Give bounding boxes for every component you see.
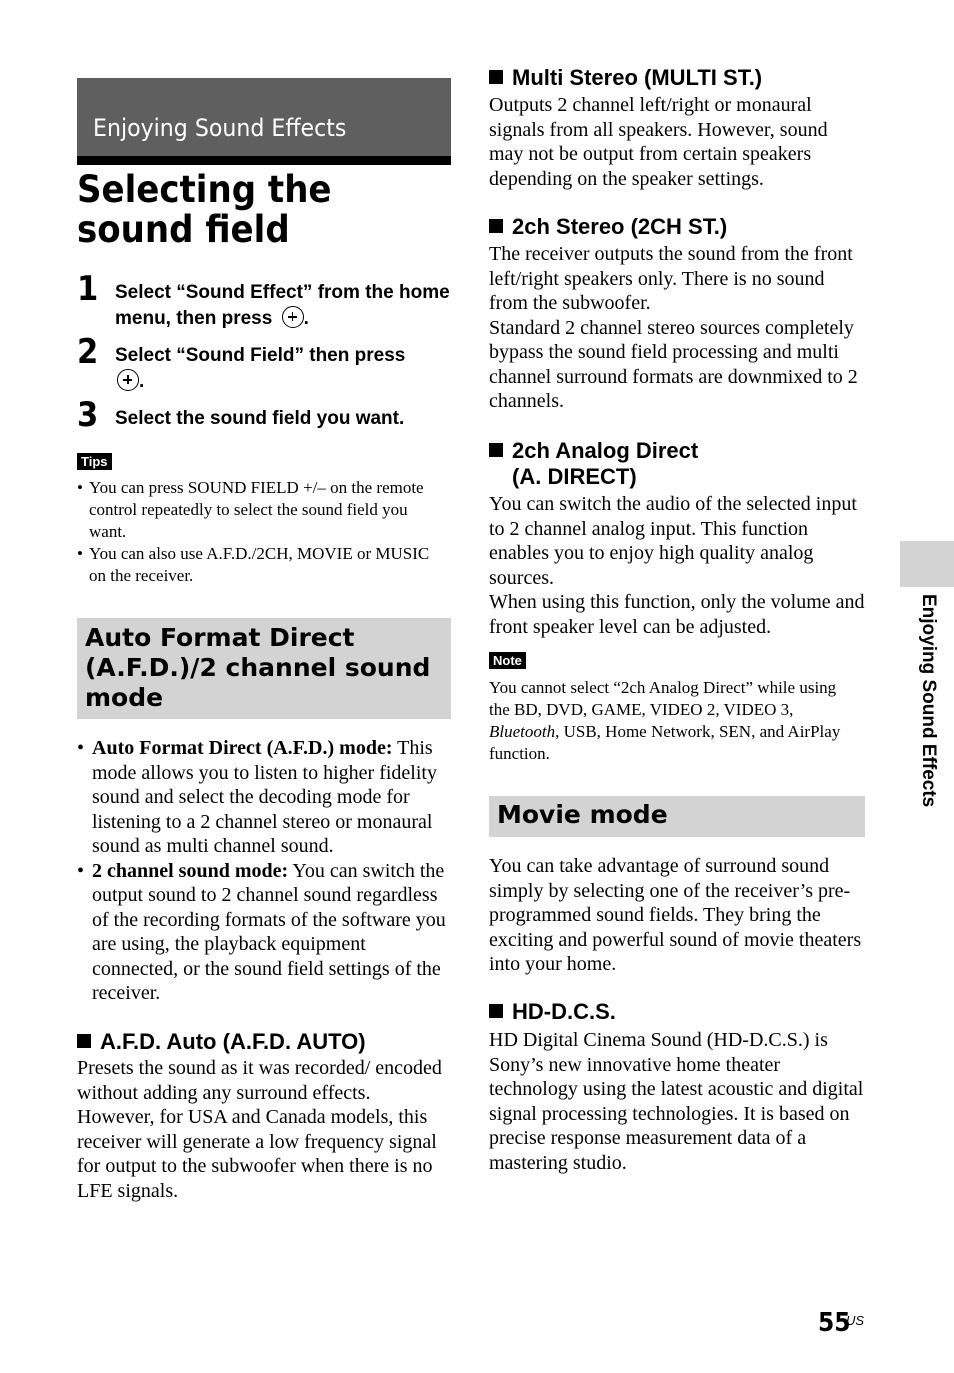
movie-mode-text: You can take advantage of surround sound simply by selecting one of the receiver’s pre-programmed sound fields. They bring the exciting and powerful sound of movie theaters into your home.	[489, 855, 862, 975]
subheading-afd-auto: A.F.D. Auto (A.F.D. AUTO)	[77, 1029, 366, 1055]
step-text: Select the sound field you want.	[115, 408, 405, 429]
tips-list	[77, 477, 447, 587]
subheading-analog-direct: 2ch Analog Direct (A. DIRECT)	[489, 438, 698, 490]
section-heading-movie-mode: Movie mode	[489, 796, 865, 837]
list-item: • You can also use A.F.D./2CH, MOVIE or MUSIC on the receiver.	[77, 543, 447, 587]
square-bullet-icon	[489, 70, 503, 84]
page-number-suffix: US	[846, 1313, 865, 1328]
page-number: 55	[818, 1308, 851, 1338]
subheading-2ch-stereo: 2ch Stereo (2CH ST.)	[489, 214, 727, 240]
chapter-rule	[77, 156, 451, 165]
step-text: Select “Sound Field” then press .	[115, 345, 406, 392]
2ch-stereo-text: The receiver outputs the sound from the front left/right speakers only. There is no sound from the subwoofer. Standard 2 channel stereo sources completely bypass the sound field processing and multi channel surround formats are downmixed to 2 channels.	[489, 243, 858, 412]
page-title: Selecting the sound field	[77, 168, 332, 251]
list-item: • You can press SOUND FIELD +/– on the remote control repeatedly to select the sound field you want.	[77, 477, 447, 543]
afd-auto-text: Presets the sound as it was recorded/ encoded without adding any surround effects. However, for USA and Canada models, this receiver will generate a low frequency signal for output to the subwoofer when there is no LFE signals.	[77, 1057, 442, 1202]
section-heading-afd: Auto Format Direct (A.F.D.)/2 channel sound mode	[77, 618, 451, 719]
chapter-band	[77, 78, 451, 156]
afd-bullets	[77, 736, 453, 1006]
step-number: 2	[77, 332, 99, 372]
subheading-hd-dcs: HD-D.C.S.	[489, 999, 616, 1025]
square-bullet-icon	[489, 443, 503, 457]
note-label: Note	[489, 652, 526, 669]
subheading-multi-stereo: Multi Stereo (MULTI ST.)	[489, 65, 762, 91]
analog-direct-text: You can switch the audio of the selected input to 2 channel analog input. This function enables you to enjoy high quality analog sources. When using this function, only the volume and front speaker level can be adjusted.	[489, 493, 865, 638]
hd-dcs-text: HD Digital Cinema Sound (HD-D.C.S.) is Sony’s new innovative home theater technology using the latest acoustic and digital signal processing technologies. It is based on precise response measurement data of a mastering studio.	[489, 1029, 864, 1174]
tips-label: Tips	[77, 453, 112, 470]
side-tab	[900, 541, 954, 587]
list-item: • Auto Format Direct (A.F.D.) mode: This mode allows you to listen to higher fidelity sound and select the decoding mode for listening to a 2 channel stereo or monaural sound as multi channel sound.	[77, 736, 453, 859]
chapter-title: Enjoying Sound Effects	[93, 114, 347, 142]
enter-button-icon	[282, 306, 304, 328]
note-text: You cannot select “2ch Analog Direct” while using the BD, DVD, GAME, VIDEO 2, VIDEO 3, Bluetooth, USB, Home Network, SEN, and AirPlay function.	[489, 678, 841, 763]
step-text: Select “Sound Effect” from the home menu, then press .	[115, 282, 450, 329]
step-number: 3	[77, 395, 99, 435]
square-bullet-icon	[489, 1004, 503, 1018]
square-bullet-icon	[489, 219, 503, 233]
list-item: • 2 channel sound mode: You can switch the output sound to 2 channel sound regardless of the recording formats of the software you are using, the playback equipment connected, or the sound field settings of the receiver.	[77, 859, 453, 1006]
square-bullet-icon	[77, 1034, 91, 1048]
side-chapter-label: Enjoying Sound Effects	[918, 594, 939, 808]
enter-button-icon	[117, 369, 139, 391]
step-number: 1	[77, 269, 99, 309]
multi-stereo-text: Outputs 2 channel left/right or monaural signals from all speakers. However, sound may not be output from certain speakers depending on the speaker settings.	[489, 94, 828, 190]
